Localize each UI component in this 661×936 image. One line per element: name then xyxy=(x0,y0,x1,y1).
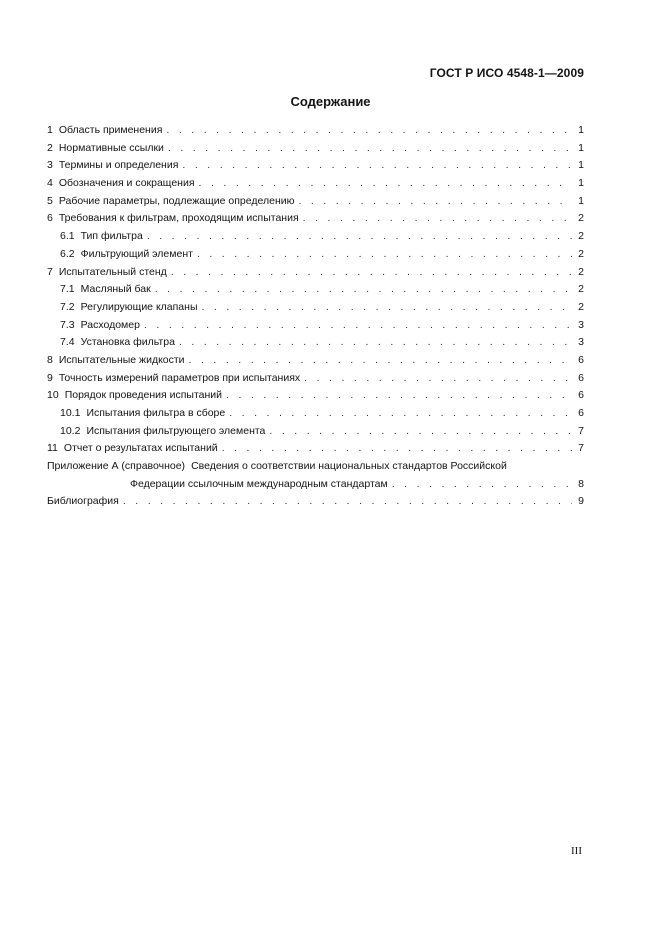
toc-entry-number: 7 xyxy=(47,265,53,278)
dot-leader xyxy=(123,493,572,511)
page-number: III xyxy=(571,845,582,857)
dot-leader xyxy=(269,423,572,441)
dot-leader xyxy=(179,334,572,352)
table-of-contents xyxy=(47,122,584,511)
toc-entry-label: Термины и определения xyxy=(58,159,179,172)
toc-entry-page: 2 xyxy=(578,247,584,260)
toc-entry-label: Рабочие параметры, подлежащие определению xyxy=(58,194,295,207)
toc-entry-number: 8 xyxy=(47,353,53,366)
toc-entry-label: Расходомер xyxy=(80,318,140,331)
toc-entry-label: Регулирующие клапаны xyxy=(80,300,198,313)
dot-leader xyxy=(166,122,572,140)
toc-entry[interactable] xyxy=(47,405,584,423)
toc-entry-label: Установка фильтра xyxy=(80,336,175,349)
toc-entry[interactable] xyxy=(47,387,584,405)
appendix-title-line1: Сведения о соответствии национальных стандартов Российской xyxy=(191,460,507,473)
toc-entry-label: Нормативные ссылки xyxy=(58,141,164,154)
toc-entry-number: 6.1 xyxy=(60,230,75,243)
toc-entry-number: 2 xyxy=(47,141,53,154)
toc-entry-number: 11 xyxy=(47,442,58,455)
toc-entry-page: 2 xyxy=(578,300,584,313)
dot-leader xyxy=(199,175,572,193)
toc-entry[interactable] xyxy=(47,210,584,228)
toc-entry-label: Требования к фильтрам, проходящим испытания xyxy=(58,212,299,225)
toc-entry[interactable] xyxy=(47,281,584,299)
toc-entry-label: Испытания фильтра в сборе xyxy=(86,407,226,419)
toc-title: Содержание xyxy=(290,94,371,109)
toc-entry-page: 1 xyxy=(578,124,584,136)
toc-entry-number: 10.2 xyxy=(60,424,81,437)
toc-bibliography-entry[interactable] xyxy=(47,493,584,511)
toc-entry-label: Тип фильтра xyxy=(80,230,143,243)
toc-entry-page: 6 xyxy=(578,371,584,384)
toc-entry-page: 1 xyxy=(578,141,584,154)
document-code: ГОСТ Р ИСО 4548-1—2009 xyxy=(429,66,584,80)
toc-entry-number: 4 xyxy=(47,177,53,190)
toc-entry[interactable] xyxy=(47,334,584,352)
toc-entry[interactable] xyxy=(47,246,584,264)
toc-entry-label: Масляный бак xyxy=(80,283,151,296)
dot-leader xyxy=(189,352,572,370)
toc-entry-page: 2 xyxy=(578,283,584,296)
toc-entry[interactable] xyxy=(47,122,584,140)
toc-entry-number: 7.4 xyxy=(60,336,75,349)
dot-leader xyxy=(229,405,572,423)
dot-leader xyxy=(171,264,572,282)
toc-entry-label: Испытания фильтрующего элемента xyxy=(86,424,266,437)
dot-leader xyxy=(392,476,572,494)
toc-entry-page: 6 xyxy=(578,407,584,419)
toc-entry-label: Испытательный стенд xyxy=(58,265,167,278)
toc-entry[interactable] xyxy=(47,370,584,388)
toc-entry-page: 9 xyxy=(578,495,584,508)
toc-entry-page: 1 xyxy=(578,194,584,207)
dot-leader xyxy=(299,193,573,211)
toc-entry-page: 2 xyxy=(578,265,584,278)
toc-entry-label: Библиография xyxy=(47,495,119,508)
dot-leader xyxy=(168,140,572,158)
toc-entry-label: Отчет о результатах испытаний xyxy=(63,442,218,455)
toc-entry-label: Область применения xyxy=(58,124,163,136)
dot-leader xyxy=(303,210,572,228)
dot-leader xyxy=(197,246,572,264)
toc-entry-page: 3 xyxy=(578,318,584,331)
appendix-title-line2: Федерации ссылочным международным стандартам xyxy=(130,477,388,490)
toc-entry[interactable] xyxy=(47,193,584,211)
toc-entry-number: 7.3 xyxy=(60,318,75,331)
toc-entry-number: 6 xyxy=(47,212,53,225)
dot-leader xyxy=(226,387,572,405)
toc-entry-number: 1 xyxy=(47,124,53,136)
toc-entry-page: 8 xyxy=(578,477,584,490)
dot-leader xyxy=(147,228,572,246)
toc-entry[interactable] xyxy=(47,228,584,246)
appendix-prefix: Приложение А (справочное) xyxy=(47,460,186,473)
toc-entry[interactable] xyxy=(47,299,584,317)
toc-entry-number: 3 xyxy=(47,159,53,172)
dot-leader xyxy=(222,440,572,458)
toc-entry-number: 7.1 xyxy=(60,283,75,296)
toc-entry-page: 2 xyxy=(578,230,584,243)
toc-entry[interactable] xyxy=(47,440,584,458)
dot-leader xyxy=(202,299,573,317)
dot-leader xyxy=(182,157,572,175)
toc-entry-page: 2 xyxy=(578,212,584,225)
toc-entry-number: 9 xyxy=(47,371,53,384)
toc-entry-number: 7.2 xyxy=(60,300,75,313)
toc-entry[interactable] xyxy=(47,175,584,193)
toc-entry-page: 6 xyxy=(578,389,584,402)
toc-entry-page: 7 xyxy=(578,442,584,455)
toc-entry-label: Фильтрующий элемент xyxy=(80,247,193,260)
toc-entry-page: 1 xyxy=(578,159,584,172)
toc-appendix-continuation[interactable] xyxy=(47,476,584,494)
toc-entry-page: 3 xyxy=(578,336,584,349)
toc-entry[interactable] xyxy=(47,140,584,158)
toc-entry-label: Порядок проведения испытаний xyxy=(64,389,223,402)
toc-entry[interactable] xyxy=(47,423,584,441)
toc-entry[interactable] xyxy=(47,352,584,370)
toc-appendix-entry[interactable] xyxy=(47,458,584,476)
toc-entry[interactable] xyxy=(47,157,584,175)
toc-entry[interactable] xyxy=(47,317,584,335)
toc-entry-number: 10 xyxy=(47,389,59,402)
toc-entry-number: 10.1 xyxy=(60,407,81,419)
dot-leader xyxy=(304,370,572,388)
toc-entry-page: 6 xyxy=(578,353,584,366)
toc-entry-label: Обозначения и сокращения xyxy=(58,177,195,190)
dot-leader xyxy=(155,281,572,299)
toc-entry-number: 6.2 xyxy=(60,247,75,260)
toc-entry-page: 7 xyxy=(578,424,584,437)
toc-entry-label: Точность измерений параметров при испытаниях xyxy=(58,371,301,384)
toc-entry-number: 5 xyxy=(47,194,53,207)
toc-entry[interactable] xyxy=(47,264,584,282)
toc-entry-page: 1 xyxy=(578,177,584,190)
dot-leader xyxy=(144,317,572,335)
toc-entry-label: Испытательные жидкости xyxy=(58,353,185,366)
